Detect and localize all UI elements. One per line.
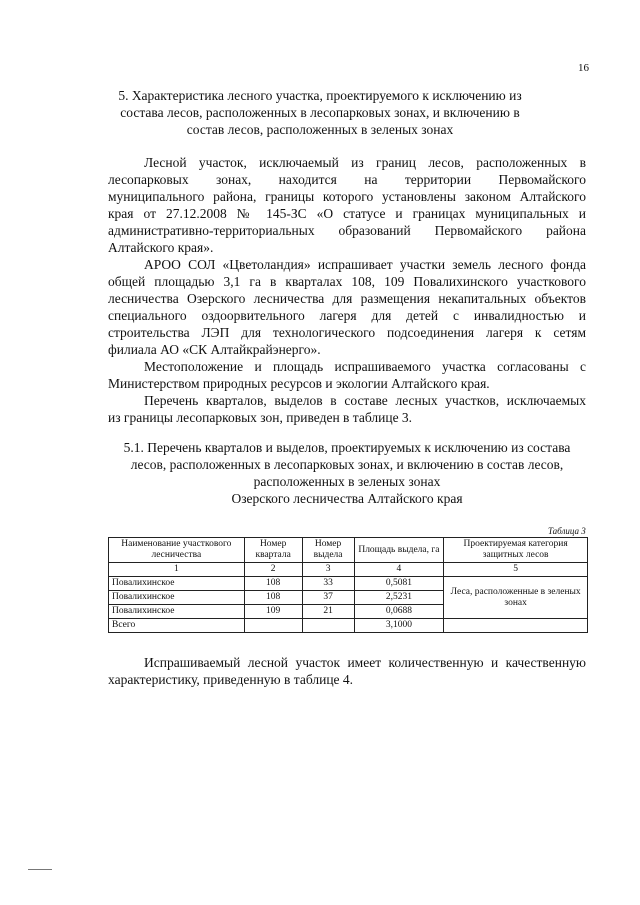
paragraph-request xyxy=(108,256,586,358)
paragraph-line: Министерством природных ресурсов и экологии Алтайского края. xyxy=(108,376,490,391)
table-cell: Повалихинское xyxy=(109,577,245,591)
protective-category-cell: Леса, расположенные в зеленых зонах xyxy=(444,577,588,619)
table-header: Наименование участкового лесничества xyxy=(109,538,245,563)
paragraph-line: административно-территориальных образований Первомайского района xyxy=(108,223,586,238)
paragraph-line: края от 27.12.2008 № 145-ЗС «О статусе и границах муниципальных и xyxy=(108,206,586,221)
table-cell: 108 xyxy=(244,577,302,591)
paragraph-line: общей площадью 3,1 га в кварталах 108, 109 Повалихинского участкового xyxy=(108,274,586,289)
table-cell: Повалихинское xyxy=(109,605,245,619)
table-row xyxy=(109,577,588,591)
paragraph-land-plot xyxy=(108,154,586,256)
table-cell-empty xyxy=(302,619,354,633)
paragraph-line: Перечень кварталов, выделов в составе лесных участков, исключаемых xyxy=(144,393,586,408)
paragraph-closing xyxy=(108,654,586,688)
paragraph-line: муниципального района, границы которого установлены законом Алтайского xyxy=(108,189,586,204)
table-header: Проектируемая категория защитных лесов xyxy=(444,538,588,563)
table-total-row xyxy=(109,619,588,633)
table-cell: 33 xyxy=(302,577,354,591)
paragraph-line: АРОО СОЛ «Цветоландия» испрашивает участки земель лесного фонда xyxy=(144,257,586,272)
table-cell: Повалихинское xyxy=(109,591,245,605)
paragraph-approval xyxy=(108,358,586,392)
paragraph-line: лесничества Озерского лесничества для размещения некапитальных объектов xyxy=(108,291,586,306)
column-number: 3 xyxy=(302,563,354,577)
subsection-heading xyxy=(108,439,586,507)
total-area: 3,1000 xyxy=(354,619,444,633)
paragraph-line: Местоположение и площадь испрашиваемого участка согласованы с xyxy=(144,359,586,374)
paragraph-line: лесопарковых зонах, находится на территории Первомайского xyxy=(108,172,586,187)
table-cell: 21 xyxy=(302,605,354,619)
section-heading-line: 5. Характеристика лесного участка, проектируемого к исключению из xyxy=(118,88,522,103)
section-heading-line: состав лесов, расположенных в зеленых зонах xyxy=(186,122,454,137)
paragraph-line: специального оздоорвительного лагеря для детей с инвалидностью и xyxy=(108,308,586,323)
table-cell: 0,5081 xyxy=(354,577,444,591)
paragraph-line: строительства ЛЭП для технологического подсоединения лагеря к сетям xyxy=(108,325,586,340)
table-cell: 108 xyxy=(244,591,302,605)
table-cell: 2,5231 xyxy=(354,591,444,605)
paragraph-line: филиала АО «СК Алтайкрайэнерго». xyxy=(108,342,321,357)
subsection-heading-line: Озерского лесничества Алтайского края xyxy=(231,491,463,506)
table-cell-empty xyxy=(444,619,588,633)
paragraph-list-reference xyxy=(108,392,586,426)
paragraph-line: Лесной участок, исключаемый из границ лесов, расположенных в xyxy=(144,155,586,170)
table-header: Номер выдела xyxy=(302,538,354,563)
paragraph-line: характеристику, приведенную в таблице 4. xyxy=(108,672,354,687)
column-number: 5 xyxy=(444,563,588,577)
paragraph-line: Испрашиваемый лесной участок имеет количественную и качественную xyxy=(144,655,586,670)
total-label: Всего xyxy=(109,619,245,633)
paragraph-line: из границы лесопарковых зон, приведен в таблице 3. xyxy=(108,410,413,425)
table-caption: Таблица 3 xyxy=(548,526,586,536)
scan-mark xyxy=(28,869,52,870)
section-heading xyxy=(110,87,530,138)
table-cell: 109 xyxy=(244,605,302,619)
table-cell-empty xyxy=(244,619,302,633)
page-number: 16 xyxy=(578,62,589,74)
section-heading-line: состава лесов, расположенных в лесопарковых зонах, и включению в xyxy=(120,105,520,120)
subsection-heading-line: расположенных в зеленых зонах xyxy=(253,474,441,489)
column-number: 4 xyxy=(354,563,444,577)
table-header-row xyxy=(109,538,588,563)
table-column-number-row xyxy=(109,563,588,577)
table-cell: 37 xyxy=(302,591,354,605)
table-cell: 0,0688 xyxy=(354,605,444,619)
table-header: Площадь выдела, га xyxy=(354,538,444,563)
column-number: 1 xyxy=(109,563,245,577)
column-number: 2 xyxy=(244,563,302,577)
paragraph-line: Алтайского края». xyxy=(108,240,214,255)
quarters-table xyxy=(108,537,588,633)
subsection-heading-line: лесов, расположенных в лесопарковых зонах, и включению в состав лесов, xyxy=(130,457,564,472)
table-header: Номер квартала xyxy=(244,538,302,563)
subsection-heading-line: 5.1. Перечень кварталов и выделов, проектируемых к исключению из состава xyxy=(123,440,571,455)
